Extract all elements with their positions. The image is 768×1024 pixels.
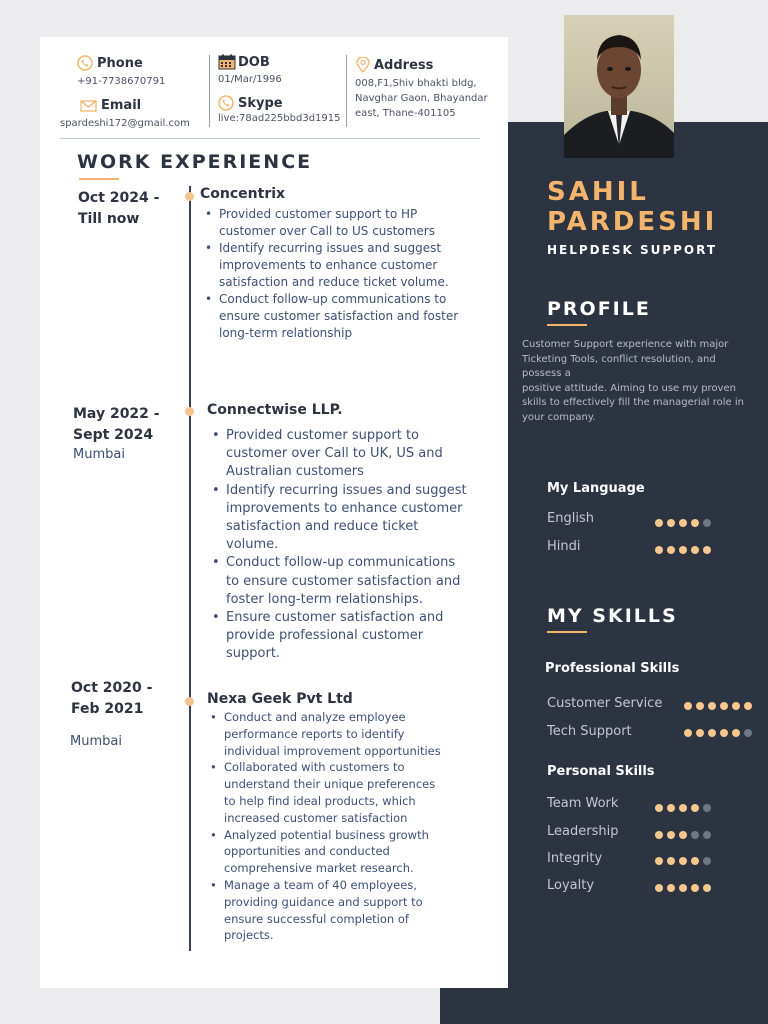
rating-dot-filled <box>655 546 663 554</box>
address-line: 008,F1,Shiv bhakti bldg, <box>355 78 477 89</box>
skill-name: Tech Support <box>547 724 632 739</box>
job-date-line: Feb 2021 <box>71 701 144 717</box>
job-duty-item: • Ensure customer satisfaction and provide professional customer support. <box>210 609 470 664</box>
title-underline <box>547 631 587 633</box>
rating-dot-filled <box>720 702 728 710</box>
rating-dots <box>655 857 711 865</box>
envelope-icon <box>80 99 97 113</box>
rating-dots <box>684 729 752 737</box>
address-value <box>355 76 488 121</box>
rating-dot-filled <box>691 546 699 554</box>
footer-background <box>440 988 768 1024</box>
profile-line: possess a <box>522 368 571 379</box>
rating-dots <box>655 831 711 839</box>
rating-dot-filled <box>679 857 687 865</box>
job-duty-item: • Identify recurring issues and suggest improvements to enhance customer satisfaction and reduce ticket volume. <box>210 482 470 555</box>
profile-line: your company. <box>522 411 596 423</box>
email-value[interactable]: spardeshi172@gmail.com <box>60 118 190 129</box>
job-duty-item: • Conduct and analyze employee performance reports to identify individual improvement opportunities <box>208 709 448 759</box>
skype-label <box>218 95 283 111</box>
rating-dot-filled <box>720 729 728 737</box>
email-label-text: Email <box>101 98 142 113</box>
calendar-icon <box>218 54 236 70</box>
skill-name: Customer Service <box>547 696 663 711</box>
rating-dot-filled <box>696 729 704 737</box>
job-company: Connectwise LLP. <box>207 402 343 418</box>
job-duty-item: • Conduct follow-up communications to ensure customer satisfaction and foster long-term relationships. <box>210 554 470 609</box>
language-title: My Language <box>547 481 645 496</box>
job-duty-item: • Provided customer support to customer over Call to UK, US and Australian customers <box>210 427 470 482</box>
rating-dots <box>655 519 711 527</box>
rating-dot-filled <box>691 519 699 527</box>
dob-value: 01/Mar/1996 <box>218 74 282 85</box>
rating-dot-filled <box>679 519 687 527</box>
job-date <box>71 678 152 720</box>
timeline-dot <box>185 697 194 706</box>
rating-dots <box>655 804 711 812</box>
rating-dot-filled <box>679 831 687 839</box>
rating-dots <box>655 884 711 892</box>
job-company: Nexa Geek Pvt Ltd <box>207 691 353 707</box>
person-name <box>547 177 717 237</box>
rating-dot-empty <box>703 857 711 865</box>
job-date-line: Sept 2024 <box>73 427 154 443</box>
work-experience-title: WORK EXPERIENCE <box>77 151 313 173</box>
rating-dot-filled <box>691 857 699 865</box>
profile-line: Customer Support experience with major <box>522 339 729 350</box>
rating-dot-filled <box>667 804 675 812</box>
job-duty-item: • Collaborated with customers to understand their unique preferences to help find ideal products, which increased customer satisfaction <box>208 759 448 826</box>
job-company: Concentrix <box>200 186 286 202</box>
dob-label-text: DOB <box>238 54 270 70</box>
contact-divider-2 <box>346 55 347 127</box>
rating-dot-empty <box>691 831 699 839</box>
skype-icon <box>218 95 234 111</box>
language-name: Hindi <box>547 539 581 554</box>
rating-dot-empty <box>703 831 711 839</box>
job-duties <box>203 206 463 342</box>
timeline-dot <box>185 192 194 201</box>
phone-label <box>77 55 143 71</box>
title-underline <box>547 324 587 326</box>
skype-label-text: Skype <box>238 95 283 111</box>
rating-dot-filled <box>679 884 687 892</box>
skill-name: Loyalty <box>547 878 595 893</box>
profile-title: PROFILE <box>547 298 651 320</box>
rating-dot-filled <box>667 884 675 892</box>
job-date-line: Oct 2024 - <box>78 190 160 206</box>
rating-dot-empty <box>703 519 711 527</box>
job-date <box>73 404 160 446</box>
address-line: east, Thane-401105 <box>355 108 456 119</box>
rating-dot-filled <box>732 729 740 737</box>
last-name: PARDESHI <box>547 207 718 237</box>
rating-dot-filled <box>667 546 675 554</box>
contact-bottom-divider <box>60 138 480 139</box>
profile-summary <box>522 338 762 425</box>
skill-name: Integrity <box>547 851 603 866</box>
job-duty-item: • Manage a team of 40 employees, providing guidance and support to ensure successful completion of projects. <box>208 877 448 944</box>
job-duty-item: • Identify recurring issues and suggest improvements to enhance customer satisfaction and reduce ticket volume. <box>203 240 463 291</box>
rating-dot-filled <box>667 519 675 527</box>
professional-skills-title: Professional Skills <box>545 661 680 676</box>
job-location: Mumbai <box>70 734 122 749</box>
address-label <box>356 57 433 73</box>
rating-dot-filled <box>655 519 663 527</box>
first-name: SAHIL <box>547 177 649 207</box>
rating-dots <box>655 546 711 554</box>
rating-dot-filled <box>732 702 740 710</box>
phone-label-text: Phone <box>97 55 143 71</box>
job-date <box>78 188 159 230</box>
rating-dot-filled <box>691 804 699 812</box>
job-role: HELPDESK SUPPORT <box>547 243 718 257</box>
rating-dot-filled <box>703 546 711 554</box>
rating-dot-filled <box>667 857 675 865</box>
phone-value: +91-7738670791 <box>77 76 166 87</box>
profile-line: Ticketing Tools, conflict resolution, and <box>522 353 716 365</box>
rating-dots <box>684 702 752 710</box>
dob-label <box>218 54 270 70</box>
skill-name: Team Work <box>547 796 619 811</box>
rating-dot-filled <box>703 884 711 892</box>
rating-dot-filled <box>679 804 687 812</box>
location-pin-icon <box>356 57 370 73</box>
job-date-line: Till now <box>78 211 140 227</box>
address-line: Navghar Gaon, Bhayandar <box>355 93 488 104</box>
job-location: Mumbai <box>73 447 125 462</box>
email-label <box>80 98 141 113</box>
language-name: English <box>547 511 594 526</box>
rating-dot-filled <box>655 831 663 839</box>
rating-dot-filled <box>684 729 692 737</box>
address-label-text: Address <box>374 57 434 73</box>
rating-dot-filled <box>655 884 663 892</box>
job-duties <box>210 427 470 664</box>
rating-dot-filled <box>655 804 663 812</box>
skills-title: MY SKILLS <box>547 605 678 627</box>
rating-dot-empty <box>744 729 752 737</box>
skype-value: live:78ad225bbd3d1915 <box>218 113 341 124</box>
skill-name: Leadership <box>547 824 619 839</box>
rating-dot-filled <box>744 702 752 710</box>
rating-dot-filled <box>679 546 687 554</box>
profile-line: skills to effectively fill the managerial role in <box>522 397 744 408</box>
rating-dot-filled <box>708 702 716 710</box>
job-duty-item: • Conduct follow-up communications to ensure customer satisfaction and foster long-term relationship <box>203 291 463 342</box>
timeline-line <box>189 186 191 951</box>
job-duty-item: • Provided customer support to HP customer over Call to US customers <box>203 206 463 240</box>
timeline-dot <box>185 407 194 416</box>
rating-dot-filled <box>696 702 704 710</box>
job-date-line: May 2022 - <box>73 406 160 422</box>
profile-photo <box>564 15 674 158</box>
rating-dot-empty <box>703 804 711 812</box>
phone-icon <box>77 55 93 71</box>
profile-line: positive attitude. Aiming to use my proven <box>522 382 736 394</box>
job-date-line: Oct 2020 - <box>71 680 153 696</box>
rating-dot-filled <box>691 884 699 892</box>
rating-dot-filled <box>708 729 716 737</box>
rating-dot-filled <box>655 857 663 865</box>
rating-dot-filled <box>684 702 692 710</box>
contact-divider <box>209 55 210 127</box>
title-underline <box>79 178 119 180</box>
personal-skills-title: Personal Skills <box>547 764 655 779</box>
job-duty-item: • Analyzed potential business growth opportunities and conducted comprehensive market research. <box>208 827 448 877</box>
rating-dot-filled <box>667 831 675 839</box>
job-duties <box>208 709 448 944</box>
